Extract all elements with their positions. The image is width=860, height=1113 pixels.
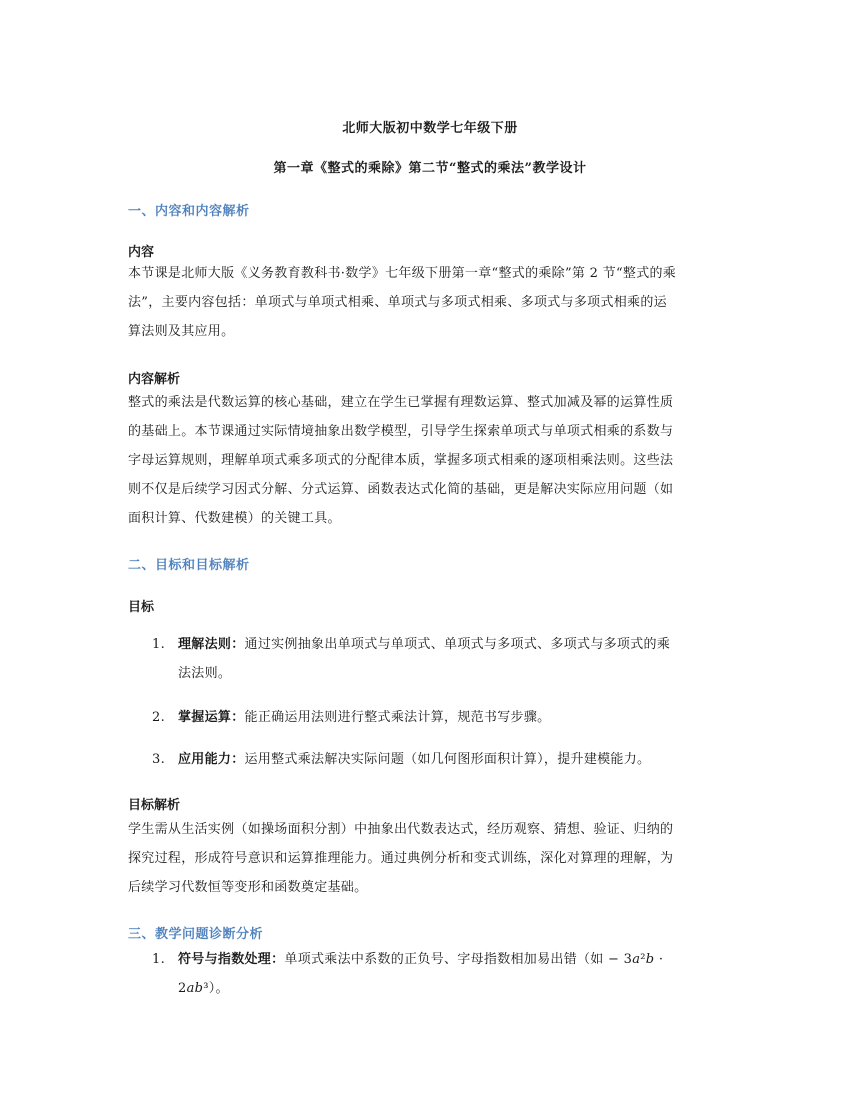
goal-term: 理解法则： (178, 637, 245, 652)
text-line: 探究过程，形成符号意识和运算推理能力。通过典例分析和变式训练，深化对算理的理解，为 (128, 851, 674, 866)
text-line: 整式的乘法是代数运算的核心基础，建立在学生已掌握有理数运算、整式加减及幂的运算性质 (128, 395, 674, 410)
content-label: 内容 (128, 245, 155, 260)
list-number: 1. (152, 952, 166, 967)
text-line: 法”，主要内容包括：单项式与单项式相乘、单项式与多项式相乘、多项式与多项式相乘的运 (128, 295, 667, 310)
goal-text: 通过实例抽象出单项式与单项式、单项式与多项式、多项式与多项式的乘 (244, 637, 671, 652)
goal-text: 能正确运用法则进行整式乘法计算，规范书写步骤。 (244, 710, 551, 725)
text-line: 则不仅是后续学习因式分解、分式运算、函数表达式化简的基础，更是解决实际应用问题（如 (128, 482, 674, 497)
text-line: 面积计算、代数建模）的关键工具。 (128, 511, 341, 526)
text-line: 的基础上。本节课通过实际情境抽象出数学模型，引导学生探索单项式与单项式相乘的系数与 (128, 424, 674, 439)
content-analysis-paragraph (128, 388, 732, 533)
goal-item (152, 630, 734, 688)
diagnosis-text: 单项式乘法中系数的正负号、字母指数相加易出错（如 − 3𝑎²𝑏 · (284, 952, 664, 967)
goal-item (152, 745, 734, 774)
section-heading-2: 二、目标和目标解析 (128, 558, 250, 573)
section-heading-1: 一、内容和内容解析 (128, 204, 250, 219)
goal-item (152, 703, 734, 732)
diagnosis-term: 符号与指数处理： (178, 952, 285, 967)
doc-title: 北师大版初中数学七年级下册 (342, 121, 518, 136)
diagnosis-item (152, 945, 734, 1003)
goal-text: 运用整式乘法解决实际问题（如几何图形面积计算），提升建模能力。 (244, 752, 651, 767)
diagnosis-text-continued: 2𝑎𝑏³）。 (178, 981, 229, 996)
section-heading-3: 三、教学问题诊断分析 (128, 927, 264, 942)
text-line: 算法则及其应用。 (128, 324, 235, 339)
list-number: 3. (152, 752, 166, 767)
list-number: 1. (152, 637, 166, 652)
goal-term: 掌握运算： (178, 710, 245, 725)
content-analysis-label: 内容解析 (128, 372, 181, 387)
text-line: 本节课是北师大版《义务教育教科书·数学》七年级下册第一章“整式的乘除”第 2 节“整式的乘 (128, 266, 677, 281)
doc-subtitle: 第一章《整式的乘除》第二节“整式的乘法”教学设计 (273, 161, 587, 176)
goal-analysis-paragraph (128, 815, 732, 902)
list-number: 2. (152, 710, 166, 725)
content-paragraph (128, 259, 732, 346)
text-line: 后续学习代数恒等变形和函数奠定基础。 (128, 880, 368, 895)
goal-text-continued: 法法则。 (178, 666, 232, 681)
goal-analysis-label: 目标解析 (128, 798, 181, 813)
goal-label: 目标 (128, 600, 155, 615)
goal-term: 应用能力： (178, 752, 245, 767)
text-line: 学生需从生活实例（如操场面积分割）中抽象出代数表达式，经历观察、猜想、验证、归纳的 (128, 822, 674, 837)
text-line: 字母运算规则，理解单项式乘多项式的分配律本质，掌握多项式相乘的逐项相乘法则。这些法 (128, 453, 674, 468)
